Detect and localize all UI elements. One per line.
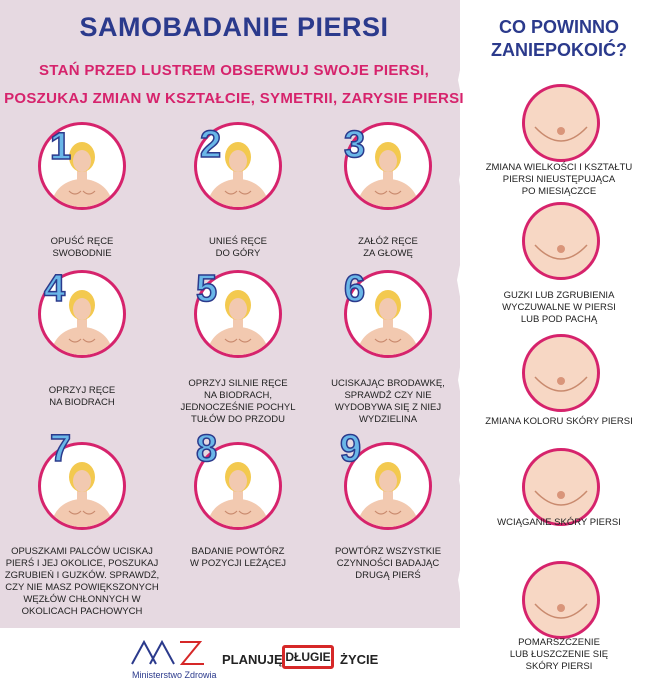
step-5-number: 5: [196, 268, 218, 310]
caption-line: ZA GŁOWĘ: [363, 248, 413, 259]
breast-closeup-icon: [525, 337, 597, 409]
step-3-number: 3: [344, 124, 366, 166]
concern-5-illustration: [522, 561, 600, 639]
caption-line: WCIĄGANIE SKÓRY PIERSI: [497, 517, 621, 528]
concern-4-caption: [470, 517, 648, 529]
step-9-number: 9: [340, 428, 362, 470]
caption-line: CZY NIE MASZ POWIĘKSZONYCH: [5, 582, 159, 593]
concern-3-caption: [470, 416, 648, 428]
concerns-title-line-1: CO POWINNO: [499, 17, 619, 37]
caption-line: UNIEŚ RĘCE: [208, 236, 268, 247]
caption-line: SKÓRY PIERSI: [525, 661, 593, 672]
caption-line: PIERŚ I JEJ OKOLICE, POSZUKAJ: [5, 558, 159, 569]
concern-1-caption: [470, 162, 648, 198]
caption-line: JEDNOCZEŚNIE POCHYL: [180, 402, 296, 413]
caption-line: W POZYCJI LEŻĄCEJ: [189, 558, 287, 569]
caption-line: NA BIODRACH: [49, 397, 115, 408]
concerns-title: [470, 16, 648, 62]
step-1-number: 1: [50, 126, 72, 168]
caption-line: ZGRUBIEŃ I GUZKÓW. SPRAWDŹ,: [4, 570, 160, 581]
caption-line: GUZKI LUB ZGRUBIENIA: [503, 290, 615, 301]
concern-1-illustration: [522, 84, 600, 162]
caption-line: OPRZYJ RĘCE: [48, 385, 116, 396]
caption-line: LUB ŁUSZCZENIE SIĘ: [509, 649, 609, 660]
concern-3-illustration: [522, 334, 600, 412]
subtitle-line-1: STAŃ PRZED LUSTREM OBSERWUJ SWOJE PIERSI,: [38, 62, 430, 79]
breast-closeup-icon: [525, 564, 597, 636]
step-5-caption: [163, 378, 313, 426]
step-4-caption: [7, 385, 157, 409]
concern-2-caption: [470, 290, 648, 326]
caption-line: WYDOBYWA SIĘ Z NIEJ: [334, 402, 442, 413]
plan-word-1: PLANUJĘ: [222, 652, 283, 667]
concern-4-illustration: [522, 448, 600, 526]
plan-word-2: DŁUGIE: [282, 645, 334, 669]
plan-word-3: ŻYCIE: [340, 652, 379, 667]
step-6-caption: [313, 378, 463, 426]
step-9-caption: [313, 546, 463, 582]
breast-closeup-icon: [525, 87, 597, 159]
caption-line: BADANIE POWTÓRZ: [191, 546, 285, 557]
caption-line: LUB POD PACHĄ: [520, 314, 598, 325]
step-2-number: 2: [200, 124, 222, 166]
step-6-number: 6: [344, 268, 366, 310]
caption-line: CZYNNOŚCI BADAJĄC: [336, 558, 440, 569]
breast-closeup-icon: [525, 205, 597, 277]
step-1-caption: [7, 236, 157, 260]
caption-line: WĘZŁÓW CHŁONNYCH W: [23, 594, 141, 605]
caption-line: ZMIANA WIELKOŚCI I KSZTAŁTU: [485, 162, 633, 173]
caption-line: SWOBODNIE: [52, 248, 112, 259]
step-7-caption: [2, 546, 162, 618]
subtitle-line-2: POSZUKAJ ZMIAN W KSZTAŁCIE, SYMETRII, ZARYSIE PIERSI: [4, 90, 464, 107]
ministry-name: Ministerstwo Zdrowia: [132, 670, 217, 680]
caption-line: ZAŁÓŻ RĘCE: [358, 236, 418, 247]
caption-line: POMARSZCZENIE: [518, 637, 600, 648]
concern-5-caption: [470, 637, 648, 673]
caption-line: OKOLICACH PACHOWYCH: [21, 606, 143, 617]
breast-closeup-icon: [525, 451, 597, 523]
caption-line: WYDZIELINA: [358, 414, 418, 425]
step-2-caption: [163, 236, 313, 260]
caption-line: DO GÓRY: [215, 248, 261, 259]
caption-line: TUŁÓW DO PRZODU: [191, 414, 285, 425]
step-3-caption: [313, 236, 463, 260]
caption-line: ZMIANA KOLORU SKÓRY PIERSI: [485, 416, 633, 427]
caption-line: OPRZYJ SILNIE RĘCE: [188, 378, 288, 389]
caption-line: OPUŚĆ RĘCE: [50, 236, 114, 247]
caption-line: WYCZUWALNE W PIERSI: [502, 302, 616, 313]
step-8-number: 8: [196, 428, 218, 470]
caption-line: UCISKAJĄC BRODAWKĘ,: [331, 378, 445, 389]
concern-2-illustration: [522, 202, 600, 280]
concerns-title-line-2: ZANIEPOKOIĆ?: [490, 40, 627, 60]
caption-line: DRUGĄ PIERŚ: [355, 570, 421, 581]
page-title: SAMOBADANIE PIERSI: [79, 12, 389, 42]
caption-line: OPUSZKAMI PALCÓW UCISKAJ: [11, 546, 153, 557]
step-8-caption: [163, 546, 313, 570]
step-7-number: 7: [50, 428, 72, 470]
caption-line: PO MIESIĄCZCE: [521, 186, 597, 197]
caption-line: PIERSI NIEUSTĘPUJĄCA: [502, 174, 616, 185]
step-4-number: 4: [44, 268, 66, 310]
caption-line: SPRAWDŹ CZY NIE: [344, 390, 432, 401]
ministry-logo-icon: [130, 638, 210, 666]
caption-line: POWTÓRZ WSZYSTKIE: [334, 546, 442, 557]
caption-line: NA BIODRACH,: [203, 390, 273, 401]
